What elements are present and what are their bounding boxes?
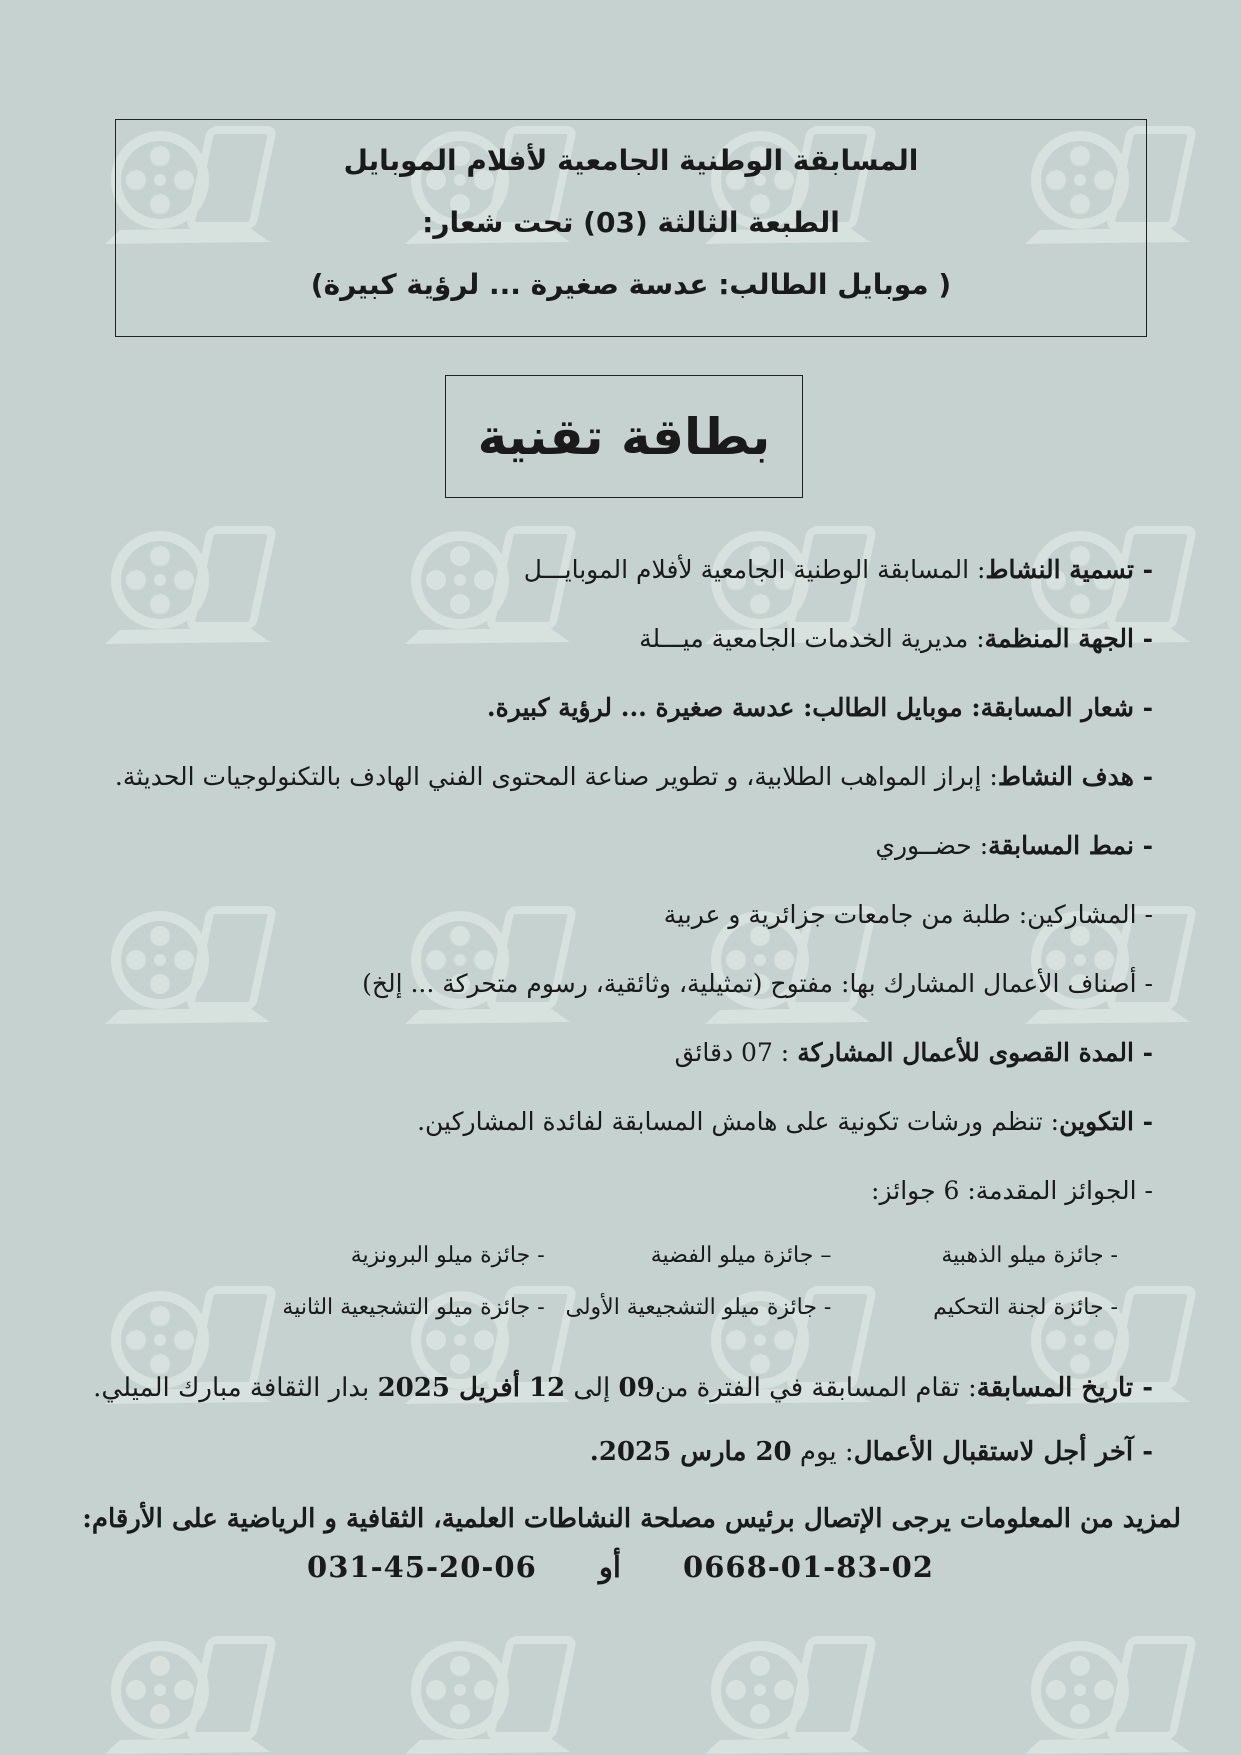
phone-number-mobile: 0668-01-83-02 [683,1550,934,1584]
info-row-organizer: - الجهة المنظمة: مديرية الخدمات الجامعية ميـــلة [639,624,1153,653]
slogan-line: ( موبايل الطالب: عدسة صغيرة ... لرؤية كبيرة) [310,268,952,301]
info-row-work-types: - أصناف الأعمال المشارك بها: مفتوح (تمثيلية، وثائقية، رسوم متحركة ... إلخ) [362,969,1153,998]
header-box [115,119,1147,337]
info-row-training: - التكوين: تنظم ورشات تكونية على هامش المسابقة لفائدة المشاركين. [417,1107,1153,1136]
technical-card-box [445,375,803,498]
info-row-date: - تاريخ المسابقة: تقام المسابقة في الفترة من09 إلى 12 أفريل 2025 بدار الثقافة مبارك الميلي. [93,1373,1153,1403]
phone-separator: أو [598,1550,621,1584]
prizes-grid [258,1230,1118,1334]
technical-card-title: بطاقة تقنية [477,407,771,466]
phone-numbers [0,1550,1241,1584]
info-row-mode: - نمط المسابقة: حضــوري [875,831,1153,860]
prize-item: - جائزة ميلو التشجيعية الأولى [565,1295,832,1320]
prize-item: - جائزة ميلو البرونزية [350,1243,545,1268]
competition-title: المسابقة الوطنية الجامعية لأفلام الموبايل [343,144,919,177]
edition-line: الطبعة الثالثة (03) تحت شعار: [422,206,840,239]
prize-item: - جائزة لجنة التحكيم [933,1295,1118,1320]
info-list [63,540,1181,1554]
prize-item: - جائزة ميلو الذهبية [941,1243,1118,1268]
prize-item: – جائزة ميلو الفضية [650,1243,832,1268]
info-row-activity-name: - تسمية النشاط: المسابقة الوطنية الجامعية لأفلام الموبايـــل [523,555,1153,584]
info-row-prizes: - الجوائز المقدمة: 6 جوائز: [871,1176,1153,1205]
info-row-slogan: - شعار المسابقة: موبايل الطالب: عدسة صغيرة ... لرؤية كبيرة. [486,693,1153,722]
info-row-deadline: - آخر أجل لاستقبال الأعمال: يوم 20 مارس 2025. [589,1437,1153,1467]
info-row-max-duration: - المدة القصوى للأعمال المشاركة : 07 دقائق [674,1038,1153,1067]
prize-item: - جائزة ميلو التشجيعية الثانية [282,1295,545,1320]
phone-number-landline: 031-45-20-06 [307,1550,537,1584]
info-row-participants: - المشاركين: طلبة من جامعات جزائرية و عربية [663,900,1153,929]
info-row-goal: - هدف النشاط: إبراز المواهب الطلابية، و تطوير صناعة المحتوى الفني الهادف بالتكنولوجيات الحديثة. [114,762,1153,791]
contact-line: لمزيد من المعلومات يرجى الإتصال برئيس مصلحة النشاطات العلمية، الثقافية و الرياضية على الأرقام: [82,1504,1181,1534]
